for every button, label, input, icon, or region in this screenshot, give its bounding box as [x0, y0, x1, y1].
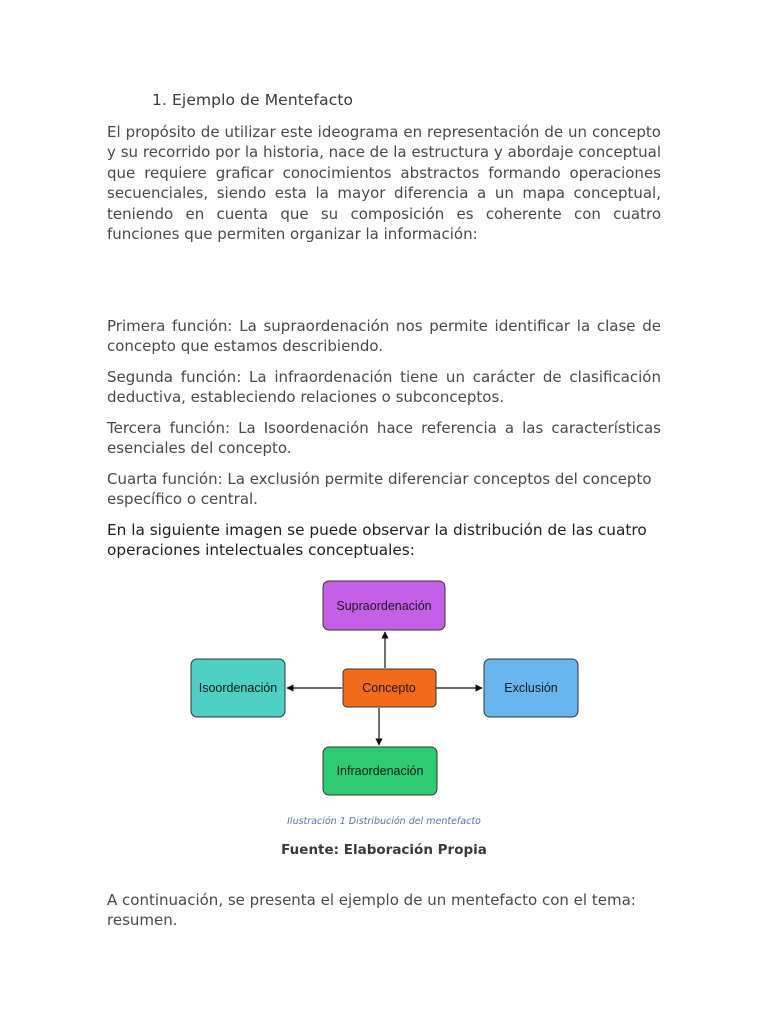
- node-infraordenacion: [323, 747, 437, 795]
- function-4-paragraph: Cuarta función: La exclusión permite diferenciar conceptos del concepto específico o central.: [107, 470, 652, 509]
- function-1-paragraph: Primera función: La supraordenación nos permite identificar la clase de concepto que estamos describiendo.: [107, 317, 661, 356]
- continuation-paragraph: A continuación, se presenta el ejemplo de un mentefacto con el tema: resumen.: [107, 891, 636, 930]
- figure-caption: Ilustración 1 Distribución del mentefacto: [287, 816, 481, 827]
- node-exclusion-label: Exclusión: [504, 681, 558, 695]
- mentefacto-diagram: [180, 575, 590, 805]
- node-supraordenacion-label: Supraordenación: [336, 599, 432, 613]
- node-concepto: [343, 669, 436, 707]
- node-supraordenacion: [323, 581, 445, 630]
- node-isoordenacion: [191, 659, 285, 717]
- intro-paragraph: El propósito de utilizar este ideograma en representación de un concepto y su recorrido por la historia, nace de la estructura y abordaje conceptual que requiere graficar conocimientos abstractos formando operaciones secuenciales, siendo esta la mayor diferencia a un mapa conceptual, teniendo en cuenta que su composición es coherente con cuatro funciones que permiten organizar la información:: [107, 123, 661, 244]
- node-infraordenacion-label: Infraordenación: [336, 764, 424, 778]
- node-isoordenacion-label: Isoordenación: [198, 681, 278, 695]
- image-intro-paragraph: En la siguiente imagen se puede observar la distribución de las cuatro operaciones intelectuales conceptuales:: [107, 521, 647, 560]
- mentefacto-diagram-svg: [180, 575, 590, 805]
- function-2-paragraph: Segunda función: La infraordenación tiene un carácter de clasificación deductiva, estableciendo relaciones o subconceptos.: [107, 368, 661, 407]
- node-exclusion: [484, 659, 578, 717]
- section-heading: 1. Ejemplo de Mentefacto: [152, 91, 354, 109]
- function-3-paragraph: Tercera función: La Isoordenación hace referencia a las características esenciales del concepto.: [107, 419, 661, 458]
- figure-source: Fuente: Elaboración Propia: [281, 842, 487, 858]
- node-concepto-label: Concepto: [362, 681, 416, 695]
